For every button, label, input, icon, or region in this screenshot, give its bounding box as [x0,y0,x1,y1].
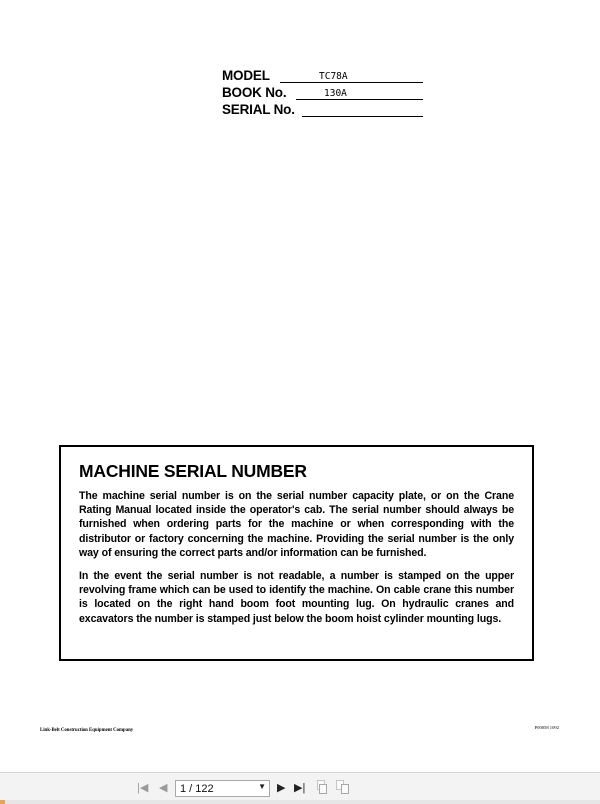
first-page-icon[interactable]: |◀ [137,782,149,794]
notice-title: MACHINE SERIAL NUMBER [79,461,307,481]
prev-page-icon[interactable]: ◀ [159,782,168,794]
serial-row [222,102,427,119]
reading-progress-fill [0,800,5,804]
chevron-down-icon: ▼ [258,782,266,791]
notice-paragraph-2: In the event the serial number is not readable, a number is stamped on the upper revolving frame which can be used to identify the machine. On cable crane this number is located on the right hand boom foot mounting lug. On hydraulic cranes and excavators the number is stamped just below the boom hoist cylinder mounting lugs. [79,570,514,625]
book-label: BOOK No. [222,85,287,100]
serial-label: SERIAL No. [222,102,295,117]
model-row [222,68,427,85]
serial-number-notice-box [59,445,534,661]
book-underline [296,99,423,100]
footer-document-code: P00058 1092 [534,725,559,730]
page-indicator: 1 / 122 [180,783,214,795]
model-label: MODEL [222,68,270,83]
page-selector[interactable] [175,780,270,797]
model-value: TC78A [319,71,348,82]
single-page-view-icon[interactable] [313,773,329,797]
two-page-view-icon[interactable] [333,773,351,797]
book-value: 130A [324,88,347,99]
reading-progress-bar [0,800,600,804]
serial-underline [302,116,423,117]
next-page-icon[interactable]: ▶ [277,782,286,794]
footer-company-name: Link-Belt Construction Equipment Company [40,728,134,733]
notice-paragraph-1: The machine serial number is on the serial number capacity plate, or on the Crane Rating Manual located inside the operator's cab. The serial number should always be furnished when ordering parts for the machine or when corresponding with the distributor or factory concerning the machine. Providing the serial number is the only way of ensuring the correct parts and/or information can be furnished. [79,490,514,559]
model-underline [280,82,423,83]
last-page-icon[interactable]: ▶| [294,782,306,794]
identification-fields [222,68,427,119]
book-row [222,85,427,102]
